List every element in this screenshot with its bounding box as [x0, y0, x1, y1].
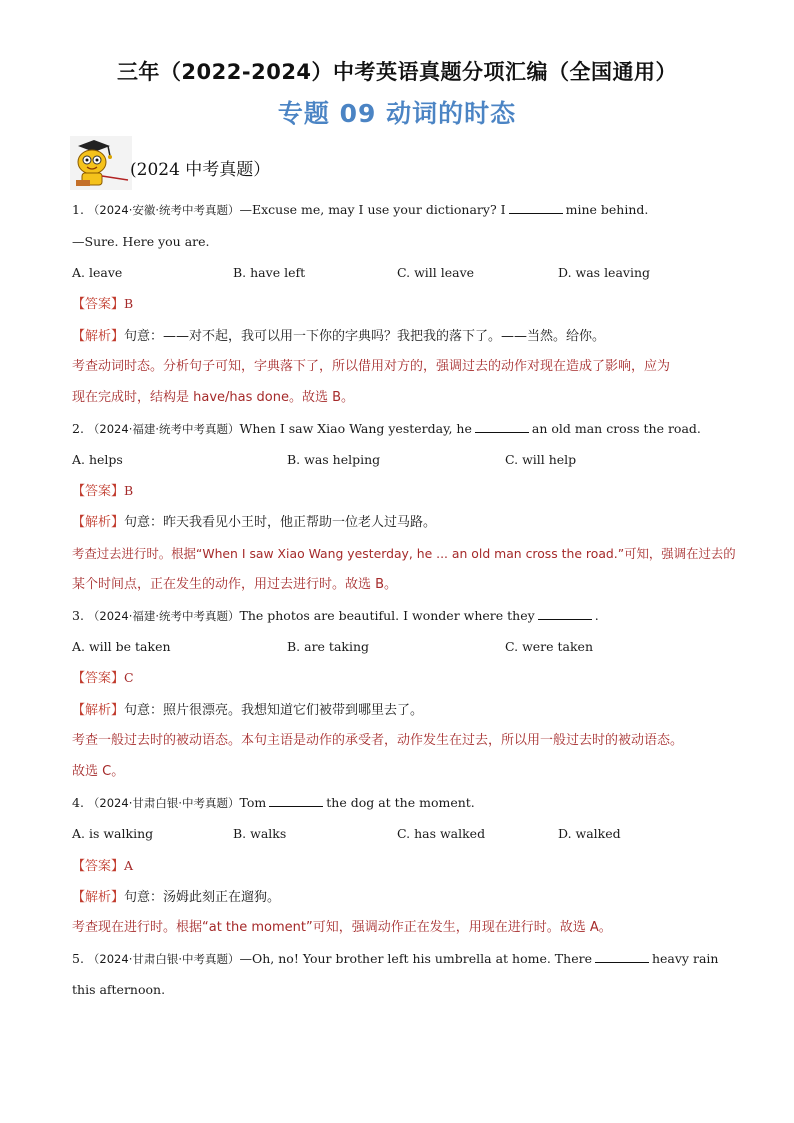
option-c[interactable]: C. will leave	[397, 265, 475, 280]
answer-blank[interactable]	[538, 607, 592, 620]
teacher-mascot-icon	[70, 136, 132, 190]
question-1-stem-line2: —Sure. Here you are.	[72, 234, 210, 249]
option-c[interactable]: C. were taken	[505, 639, 594, 654]
question-3-analysis-line: 故选 C。	[72, 764, 125, 779]
document-title: 三年（2022-2024）中考英语真题分项汇编（全国通用）	[116, 60, 678, 84]
option-d[interactable]: D. walked	[558, 826, 621, 841]
question-4-stem: 4. （2024·甘肃白银·中考真题）Tom the dog at the moment.	[72, 795, 475, 810]
question-4-answer: 【答案】A	[72, 858, 134, 874]
question-3-analysis-line: 考查一般过去时的被动语态。本句主语是动作的承受者，动作发生在过去，所以用一般过去时的被动语态。	[72, 733, 684, 748]
option-b[interactable]: B. are taking	[287, 639, 370, 654]
answer-blank[interactable]	[595, 950, 649, 963]
question-3-stem: 3. （2024·福建·统考中考真题）The photos are beautiful. I wonder where they .	[72, 608, 599, 623]
option-b[interactable]: B. have left	[233, 265, 306, 280]
question-2-stem: 2. （2024·福建·统考中考真题）When I saw Xiao Wang yesterday, he an old man cross the road.	[72, 421, 701, 436]
question-2-analysis-line: 考查过去进行时。根据“When I saw Xiao Wang yesterday, he ... an old man cross the road.”可知，强调在过去的	[72, 546, 736, 561]
question-4-analysis: 【解析】句意：汤姆此刻正在遛狗。	[72, 890, 281, 905]
question-3-answer: 【答案】C	[72, 670, 134, 686]
question-2-answer: 【答案】B	[72, 483, 134, 499]
answer-blank[interactable]	[269, 794, 323, 807]
question-4-analysis-line: 考查现在进行时。根据“at the moment”可知，强调动作正在发生，用现在进行时。故选 A。	[72, 920, 612, 935]
question-5-stem-line2: this afternoon.	[72, 982, 166, 997]
question-3-analysis: 【解析】句意：照片很漂亮。我想知道它们被带到哪里去了。	[72, 703, 424, 718]
answer-blank[interactable]	[509, 201, 563, 214]
answer-blank[interactable]	[475, 420, 529, 433]
question-5-stem: 5. （2024·甘肃白银·中考真题）—Oh, no! Your brother left his umbrella at home. There heavy rain	[72, 951, 719, 966]
question-1-answer: 【答案】B	[72, 296, 134, 312]
topic-subtitle: 专题 09 动词的时态	[277, 99, 517, 128]
question-2-analysis-line: 某个时间点，正在发生的动作，用过去进行时。故选 B。	[72, 577, 398, 592]
question-1-stem: 1. （2024·安徽·统考中考真题）—Excuse me, may I use your dictionary? I mine behind.	[72, 202, 649, 217]
option-a[interactable]: A. is walking	[72, 826, 154, 841]
option-a[interactable]: A. leave	[72, 265, 123, 280]
section-label: (2024 中考真题）	[130, 159, 271, 180]
question-1-analysis-line: 考查动词时态。分析句子可知，字典落下了，所以借用对方的，强调过去的动作对现在造成了影响，应为	[72, 359, 671, 374]
option-a[interactable]: A. helps	[72, 452, 123, 467]
option-b[interactable]: B. was helping	[287, 452, 381, 467]
option-a[interactable]: A. will be taken	[72, 639, 171, 654]
question-1-analysis-line: 现在完成时，结构是 have/has done。故选 B。	[72, 390, 355, 405]
question-2-analysis: 【解析】句意：昨天我看见小王时，他正帮助一位老人过马路。	[72, 515, 437, 530]
question-1-analysis: 【解析】句意：——对不起，我可以用一下你的字典吗？我把我的落下了。——当然。给你。	[72, 329, 606, 344]
option-d[interactable]: D. was leaving	[558, 265, 651, 280]
section-header	[70, 136, 270, 190]
option-c[interactable]: C. has walked	[397, 826, 486, 841]
option-b[interactable]: B. walks	[233, 826, 287, 841]
option-c[interactable]: C. will help	[505, 452, 577, 467]
